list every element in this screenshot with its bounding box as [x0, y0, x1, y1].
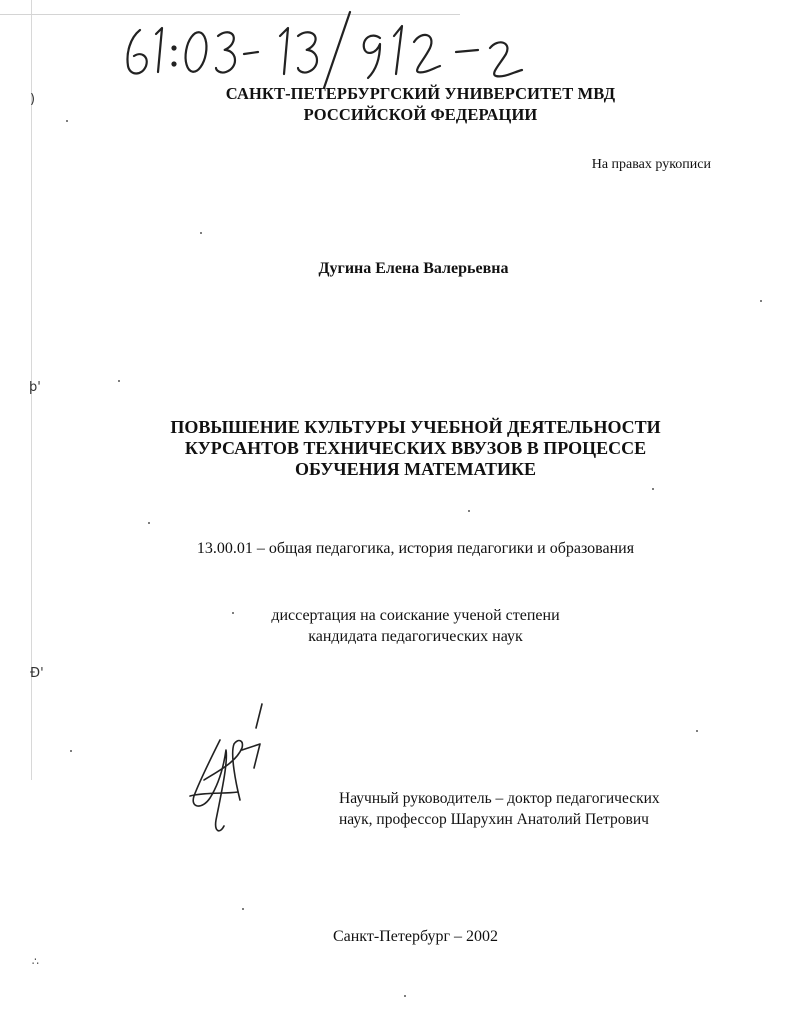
scan-speck	[404, 995, 406, 997]
scan-speck	[652, 488, 654, 490]
scan-speck	[200, 232, 202, 234]
margin-mark: þ'	[29, 380, 41, 395]
author-name: Дугина Елена Валерьевна	[318, 260, 509, 277]
title-line-3: ОБУЧЕНИЯ МАТЕМАТИКЕ	[294, 459, 537, 479]
title-line-1: ПОВЫШЕНИЕ КУЛЬТУРЫ УЧЕБНОЙ ДЕЯТЕЛЬНОСТИ	[170, 417, 661, 437]
scan-speck	[468, 510, 470, 512]
dissertation-line-2: кандидата педагогических наук	[308, 628, 523, 645]
scan-speck	[242, 908, 244, 910]
city-year: Санкт-Петербург – 2002	[332, 928, 499, 945]
scientific-supervisor	[339, 788, 660, 830]
scan-speck	[148, 522, 150, 524]
specialty-code: 13.00.01 – общая педагогика, история педагогики и образования	[196, 540, 635, 557]
scan-speck	[232, 612, 234, 614]
title-line-2: КУРСАНТОВ ТЕХНИЧЕСКИХ ВВУЗОВ В ПРОЦЕССЕ	[184, 438, 647, 458]
margin-mark: Ð'	[30, 666, 44, 681]
university-name	[0, 83, 791, 125]
university-line-2: РОССИЙСКОЙ ФЕДЕРАЦИИ	[303, 105, 538, 124]
margin-mark: ∴	[32, 955, 39, 968]
scan-speck	[696, 730, 698, 732]
scan-speck	[66, 120, 68, 122]
university-line-1: САНКТ-ПЕТЕРБУРГСКИЙ УНИВЕРСИТЕТ МВД	[225, 84, 616, 103]
dissertation-title	[0, 417, 791, 480]
supervisor-line-1: Научный руководитель – доктор педагогических	[339, 790, 660, 807]
handwritten-archive-number	[118, 8, 578, 88]
manuscript-rights: На правах рукописи	[591, 157, 711, 172]
dissertation-line-1: диссертация на соискание ученой степени	[271, 607, 560, 624]
scan-speck	[70, 750, 72, 752]
margin-mark: )	[30, 92, 36, 107]
supervisor-line-2: наук, профессор Шарухин Анатолий Петрович	[339, 811, 649, 828]
scan-speck	[760, 300, 762, 302]
handwritten-signature	[180, 700, 280, 840]
scan-speck	[118, 380, 120, 382]
dissertation-type	[0, 605, 791, 647]
